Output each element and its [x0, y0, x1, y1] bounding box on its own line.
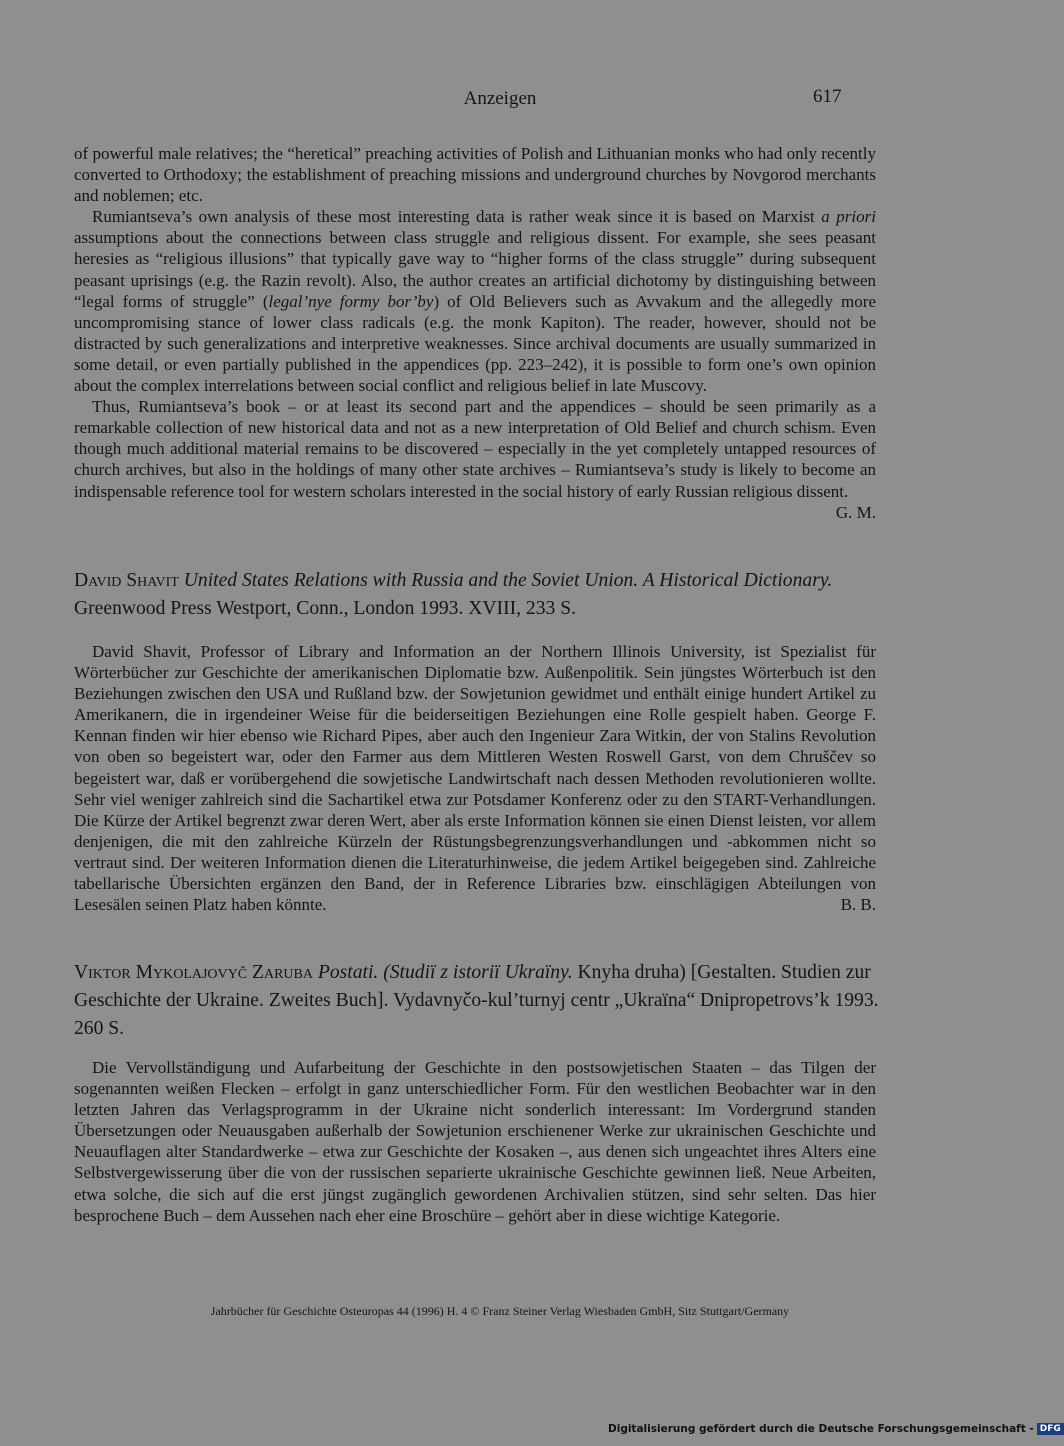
review-book-title: United States Relations with Russia and the Soviet Union. A Historical Dictionary.: [183, 570, 833, 591]
review-heading-zaruba: [74, 959, 884, 1043]
paragraph: Rumiantseva’s own analysis of these most interesting data is rather weak since it is based on Marxist a priori assumptions about the connections between class struggle and religious dissent. For example, she sees peasant heresies as “religious illusions” that typically gave way to “higher forms of the class struggle” during subsequent peasant uprisings (e.g. the Razin revolt). Also, the author creates an artificial dichotomy by distinguishing between “legal forms of struggle” (legal’nye formy bor’by) of Old Believers such as Avvakum and the allegedly more uncompromising stance of lower class radicals (e.g. the monk Kapiton). The reader, however, should not be distracted by such generalizations and interpretive weaknesses. Since archival documents are usually summarized in some detail, or even partially published in the appendices (pp. 223–242), it is possible to form one’s own opinion about the complex interrelations between social conflict and religious belief in late Muscovy.: [74, 207, 876, 396]
review-imprint: Knyha druha) [Gestalten. Studien zur Geschichte der Ukraine. Zweites Buch]. Vydavnyčo-kul’turnyj centr „Ukraïna“ Dnipropetrovs’k 1993. 260 S.: [74, 962, 879, 1039]
reviewer-initials: B. B.: [840, 895, 876, 915]
page-number: 617: [813, 86, 842, 107]
journal-footer: Jahrbücher für Geschichte Osteuropas 44 (1996) H. 4 © Franz Steiner Verlag Wiesbaden GmbH, Sitz Stuttgart/Germany: [210, 1304, 790, 1318]
review-zaruba-body: [74, 1057, 876, 1226]
review-rumiantseva-continuation: [74, 143, 876, 523]
review-author: David Shavit: [74, 570, 179, 591]
digitization-credit: [608, 1423, 1061, 1435]
paragraph: Die Vervollständigung und Aufarbeitung der Geschichte in den postsowjetischen Staaten – das Tilgen der sogenannten weißen Flecken – erfolgt in ganz unterschiedlicher Form. Für den westlichen Beobachter war in den letzten Jahren das Verlagsprogramm in der Ukraine nicht sonderlich interessant: Im Vordergrund standen Übersetzungen oder Neuausgaben außerhalb der Sowjetunion erschienener Werke zur ukrainischen Geschichte und Neuauflagen alter Standardwerke – etwa zur Geschichte der Kosaken –, aus denen sich ungeachtet ihres Alters eine Selbstvergewisserung über die von der russischen separierte ukrainische Geschichte gewinnen ließ. Neue Arbeiten, etwa solche, die sich auf die erst jüngst zugänglich gewordenen Archivalien stützen, sind sehr selten. Das hier besprochene Buch – dem Aussehen nach eher eine Broschüre – gehört aber in diese wichtige Kategorie.: [74, 1058, 876, 1225]
review-heading-shavit: [74, 567, 884, 623]
review-author: Viktor Mykolajovyč Zaruba: [74, 962, 313, 983]
review-imprint: Greenwood Press Westport, Conn., London 1993. XVIII, 233 S.: [74, 598, 577, 619]
running-head: Anzeigen: [463, 88, 537, 109]
paragraph: David Shavit, Professor of Library and Information an der Northern Illinois University, ist Spezialist für Wörterbücher zur Geschichte der amerikanischen Diplomatie bzw. Außenpolitik. Sein jüngstes Wörterbuch ist den Beziehungen zwischen den USA und Rußland bzw. der Sowjetunion gewidmet und enthält einige hundert Artikel zu Amerikanern, die in irgendeiner Weise für die beiderseitigen Beziehungen eine Rolle gespielt haben. George F. Kennan finden wir hier ebenso wie Richard Pipes, aber auch den Ingenieur Zara Witkin, der von Stalins Revolution von oben so begeistert war, oder den Farmer aus dem Mittleren Westen Roswell Garst, von dem Chruščev so begeistert war, daß er vorübergehend die sowjetische Landwirtschaft nach dessen Methoden revolutionieren wollte. Sehr viel weniger zahlreich sind die Sachartikel etwa zur Potsdamer Konferenz oder zu den START-Verhandlungen. Die Kürze der Artikel begrenzt zwar deren Wert, aber als erste Information können sie einen Dienst leisten, vor allem denjenigen, die mit den zahlreiche Kürzeln der Rüstungsbegrenzungsverhandlungen und -abkommen nicht so vertraut sind. Der weiteren Information dienen die Literaturhinweise, die jedem Artikel beigegeben sind. Zahlreiche tabellarische Übersichten ergänzen den Band, der in Reference Libraries bzw. einschlägigen Abteilungen von Lesesälen seinen Platz haben könnte. B. B.: [74, 642, 876, 915]
paragraph: Thus, Rumiantseva’s book – or at least its second part and the appendices – should be seen primarily as a remarkable collection of new historical data and not as a new interpretation of Old Belief and church schism. Even though much additional material remains to be discovered – especially in the yet completely untapped resources of church archives, but also in the holdings of many other state archives – Rumiantseva’s study is likely to become an indispensable reference tool for western scholars interested in the social history of early Russian religious dissent. G. M.: [74, 397, 876, 522]
review-book-title: Postati. (Studiï z istoriï Ukraïny.: [317, 962, 573, 983]
review-shavit-body: [74, 641, 876, 915]
digitization-text: Digitalisierung gefördert durch die Deutsche Forschungsgemeinschaft -: [608, 1423, 1034, 1435]
paragraph: of powerful male relatives; the “heretical” preaching activities of Polish and Lithuanian monks who had only recently converted to Orthodoxy; the establishment of preaching missions and underground churches by Novgorod merchants and noblemen; etc.: [74, 144, 876, 206]
dfg-logo-icon: DFG: [1037, 1423, 1064, 1435]
reviewer-initials: G. M.: [835, 502, 876, 522]
